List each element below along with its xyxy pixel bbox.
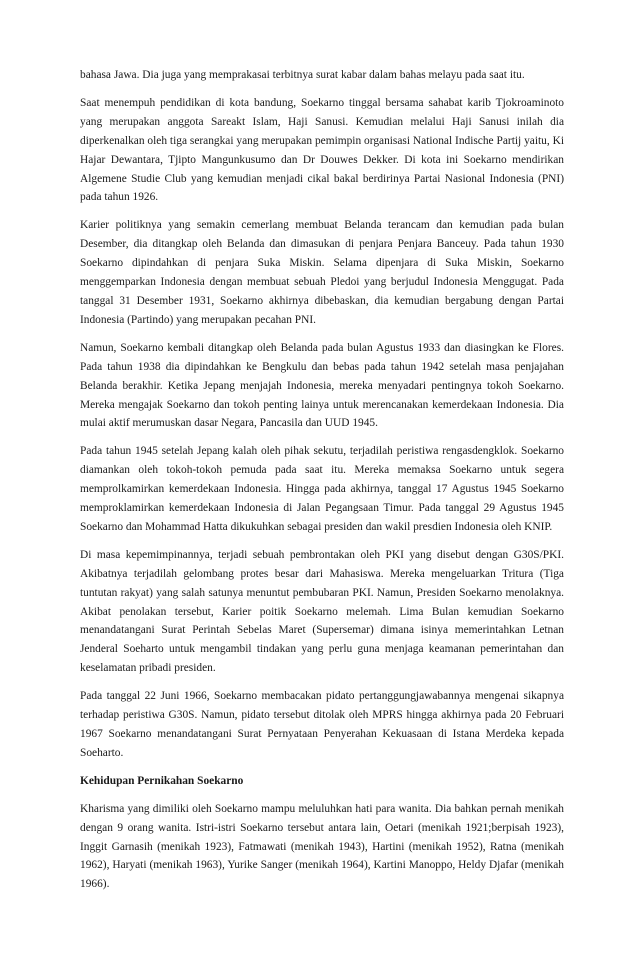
section-heading: Kehidupan Pernikahan Soekarno [80, 774, 244, 787]
paragraph-g30s-pki: Di masa kepemimpinannya, terjadi sebuah pembrontakan oleh PKI yang disebut dengan G30S/PKI. Akibatnya terjadilah gelombang protes besar dari Mahasiswa. Mereka mengeluarkan Tritura (Tiga tuntutan rakyat) yang salah satunya menuntut pembubaran PKI. Namun, Presiden Soekarno menolaknya. Akibat penolakan tersebut, Karier poitik Soekarno melemah. Lima Bulan kemudian Soekarno menandatangani Surat Perintah Sebelas Maret (Supersemar) dimana isinya memerintahkan Letnan Jenderal Soeharto untuk mengambil tindakan yang perlu guna menjaga keamanan pemerintahan dan keselamatan pribadi presiden. [80, 548, 564, 675]
paragraph-exile: Namun, Soekarno kembali ditangkap oleh Belanda pada bulan Agustus 1933 dan diasingkan ke Flores. Pada tahun 1938 dia dipindahkan ke Bengkulu dan bebas pada tahun 1942 setelah masa penjajahan Belanda berakhir. Ketika Jepang menjajah Indonesia, mereka menyadari pentingnya tokoh Soekarno. Mereka mengajak Soekarno dan tokoh penting lainya untuk merencanakan kemerdekaan Indonesia. Dia mulai aktif merumuskan dasar Negara, Pancasila dan UUD 1945. [80, 341, 564, 430]
paragraph-political-career: Karier politiknya yang semakin cemerlang membuat Belanda terancam dan kemudian pada bulan Desember, dia ditangkap oleh Belanda dan dimasukan di penjara Penjara Banceuy. Pada tahun 1930 Soekarno dipindahkan di penjara Suka Miskin. Selama dipenjara di Suka Miskin, Soekarno menggemparkan Indonesia dengan membuat sebuah Pledoi yang berjudul Indonesia Menggugat. Pada tanggal 31 Desember 1931, Soekarno akhirnya dibebaskan, dia kemudian bergabung dengan Partai Indonesia (Partindo) yang merupakan pecahan PNI. [80, 219, 564, 326]
paragraph-proclamation: Pada tahun 1945 setelah Jepang kalah oleh pihak sekutu, terjadilah peristiwa rengasdengklok. Soekarno diamankan oleh tokoh-tokoh pemuda pada saat itu. Mereka memaksa Soekarno untuk segera memprolkamirkan kemerdekaan Indonesia. Hingga pada akhirnya, tanggal 17 Agustus 1945 Soekarno memproklamirkan kemerdekaan Indonesia di Jalan Pegangsaan Timur. Pada tanggal 29 Agustus 1945 Soekarno dan Mohammad Hatta dikukuhkan sebagai presiden dan wakil presdien Indonesia oleh KNIP. [80, 445, 564, 533]
paragraph-continued: bahasa Jawa. Dia juga yang memprakasai terbitnya surat kabar dalam bahas melayu pada saat itu. [80, 69, 525, 81]
paragraph-accountability-speech: Pada tanggal 22 Juni 1966, Soekarno membacakan pidato pertanggungjawabannya mengenai sikapnya terhadap peristiwa G30S. Namun, pidato tersebut ditolak oleh MPRS hingga akhirnya pada 20 Februari 1967 Soekarno menandatangani Surat Pernyataan Penyerahan Kekuasaan di Istana Merdeka kepada Soeharto. [80, 690, 564, 759]
paragraph-bandung-education: Saat menempuh pendidikan di kota bandung, Soekarno tinggal bersama sahabat karib Tjokroaminoto yang merupakan anggota Sareakt Islam, Haji Sanusi. Kemudian melalui Haji Sanusi inilah dia diperkenalkan oleh tiga serangkai yang merupakan pemimpin organisasi National Indische Partij yaitu, Ki Hajar Dewantara, Tjipto Mangunkusumo dan Dr Douwes Dekker. Di kota ini Soekarno mendirikan Algemene Studie Club yang kemudian menjadi cikal bakal berdirinya Partai Nasional Indonesia (PNI) pada tahun 1926. [80, 96, 564, 204]
paragraph-marriages: Kharisma yang dimiliki oleh Soekarno mampu meluluhkan hati para wanita. Dia bahkan pernah menikah dengan 9 orang wanita. Istri-istri Soekarno tersebut antara lain, Oetari (menikah 1921;berpisah 1923), Inggit Garnasih (menikah 1923), Fatmawati (menikah 1943), Hartini (menikah 1952), Ratna (menikah 1962), Haryati (menikah 1963), Yurike Sanger (menikah 1964), Kartini Manoppo, Heldy Djafar (menikah 1966). [80, 802, 564, 891]
